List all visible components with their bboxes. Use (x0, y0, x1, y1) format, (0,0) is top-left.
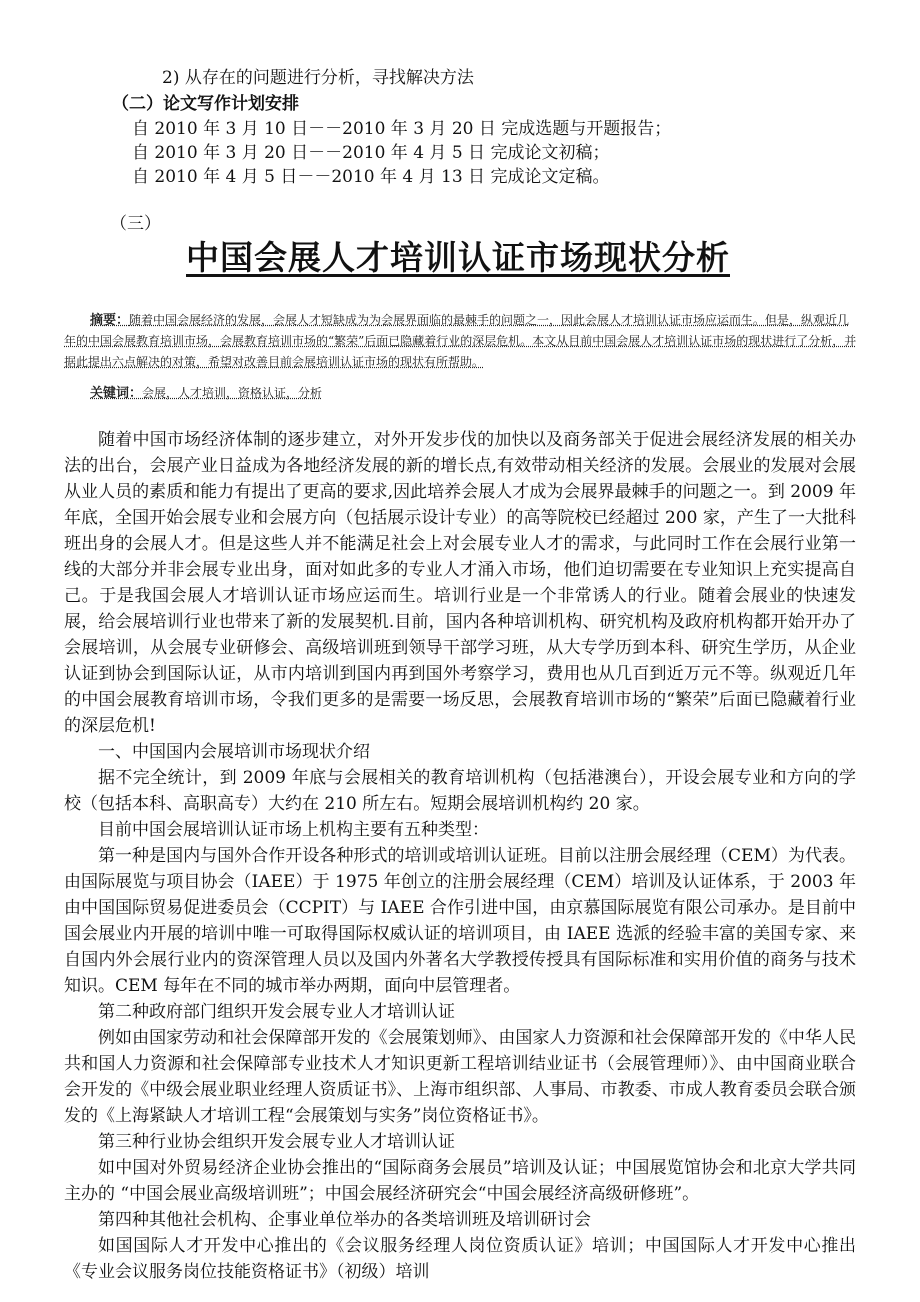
paragraph-type-4: 如国国际人才开发中心推出的《会议服务经理人岗位资质认证》培训；中国国际人才开发中心推出《专业会议服务岗位技能资格证书》（初级）培训 (64, 1236, 856, 1282)
paragraph-stats: 据不完全统计，到 2009 年底与会展相关的教育培训机构（包括港澳台），开设会展专业和方向的学校（包括本科、高职高专）大约在 210 所左右。短期会展培训机构约 20 家。 (64, 768, 856, 814)
section-heading-3: （三） (110, 214, 161, 234)
plan-item-3: 自 2010 年 4 月 5 日－－2010 年 4 月 13 日 完成论文定稿。 (132, 167, 610, 187)
keywords-text: 会展，人才培训，资格认证，分析 (142, 386, 323, 400)
paragraph-types: 目前中国会展培训认证市场上机构主要有五种类型： (98, 820, 489, 840)
body-text (64, 427, 856, 1285)
section-heading-plan: （二）论文写作计划安排 (112, 94, 299, 114)
page-title: 中国会展人才培训认证市场现状分析 (186, 238, 730, 277)
keywords (64, 383, 860, 404)
paragraph-type-2: 例如由国家劳动和社会保障部开发的《会展策划师》、由国家人力资源和社会保障部开发的《中华人民共和国人力资源和社会保障部专业技术人才知识更新工程培训结业证书（会展管理师）》、由中国商业联合会开发的《中级会展业职业经理人资质证书》、上海市组织部、人事局、市教委、市成人教育委员会联合颁发的《上海紧缺人才培训工程“会展策划与实务”岗位资格证书》。 (64, 1028, 856, 1126)
paragraph-intro: 随着中国市场经济体制的逐步建立，对外开发步伐的加快以及商务部关于促进会展经济发展的相关办法的出台，会展产业日益成为各地经济发展的新的增长点,有效带动相关经济的发展。会展业的发展对会展从业人员的素质和能力有提出了更高的要求,因此培养会展人才成为会展界最棘手的问题之一。到 2009 年年底，全国开始会展专业和会展方向（包括展示设计专业）的高等院校已经超过 200 家，产生了一大批科班出身的会展人才。但是这些人并不能满足社会上对会展专业人才的需求，与此同时工作在会展行业第一线的大部分并非会展专业出身，面对如此多的专业人才涌入市场，他们迫切需要在专业知识上充实提高自己。于是我国会展人才培训认证市场应运而生。培训行业是一个非常诱人的行业。随着会展业的快速发展，给会展培训行业也带来了新的发展契机.目前，国内各种培训机构、研究机构及政府机构都开始开办了会展培训，从会展专业研修会、高级培训班到领导干部学习班，从大专学历到本科、研究生学历，从企业认证到协会到国际认证，从市内培训到国内再到国外考察学习，费用也从几百到近万元不等。纵观近几年的中国会展教育培训市场，令我们更多的是需要一场反思，会展教育培训市场的“繁荣”后面已隐藏着行业的深层危机! (64, 430, 856, 736)
abstract (64, 310, 860, 373)
abstract-text: 随着中国会展经济的发展，会展人才短缺成为为会展界面临的最棘手的问题之一，因此会展人才培训认证市场应运而生。但是，纵观近几年的中国会展教育培训市场，会展教育培训市场的“繁荣”后面已隐藏着行业的深层危机。本文从目前中国会展人才培训认证市场的现状进行了分析，并据此提出六点解决的对策，希望对改善目前会展培训认证市场的现状有所帮助。 (64, 313, 857, 369)
paragraph-type-1: 第一种是国内与国外合作开设各种形式的培训或培训认证班。目前以注册会展经理（CEM）为代表。由国际展览与项目协会（IAEE）于 1975 年创立的注册会展经理（CEM）培训及认证体系，于 2003 年由中国国际贸易促进委员会（CCPIT）与 IAEE 合作引进中国，由京慕国际展览有限公司承办。是目前中国会展业内开展的培训中唯一可取得国际权威认证的培训项目，由 IAEE 选派的经验丰富的美国专家、来自国内外会展行业内的资深管理人员以及国内外著名大学教授传授具有国际标准和实用价值的商务与技术知识。CEM 每年在不同的城市举办两期，面向中层管理者。 (64, 846, 856, 996)
section-heading-1: 一、中国国内会展培训市场现状介绍 (98, 742, 370, 762)
plan-item-2: 自 2010 年 3 月 20 日－－2010 年 4 月 5 日 完成论文初稿； (132, 143, 610, 163)
paragraph-type-3: 如中国对外贸易经济企业协会推出的“国际商务会展员”培训及认证；中国展览馆协会和北京大学共同主办的 “中国会展业高级培训班”；中国会展经济研究会“中国会展经济高级研修班”。 (64, 1158, 856, 1204)
abstract-label: 摘要： (90, 313, 130, 328)
paragraph-type-3-heading: 第三种行业协会组织开发会展专业人才培训认证 (98, 1132, 455, 1152)
paragraph-type-2-heading: 第二种政府部门组织开发会展专业人才培训认证 (98, 1002, 455, 1022)
paragraph-type-4-heading: 第四种其他社会机构、企事业单位举办的各类培训班及培训研讨会 (98, 1210, 591, 1230)
plan-item-1: 自 2010 年 3 月 10 日－－2010 年 3 月 20 日 完成选题与开题报告； (132, 119, 672, 139)
keywords-label: 关键词： (90, 386, 143, 401)
list-item-2: 2) 从存在的问题进行分析，寻找解决方法 (162, 68, 474, 88)
